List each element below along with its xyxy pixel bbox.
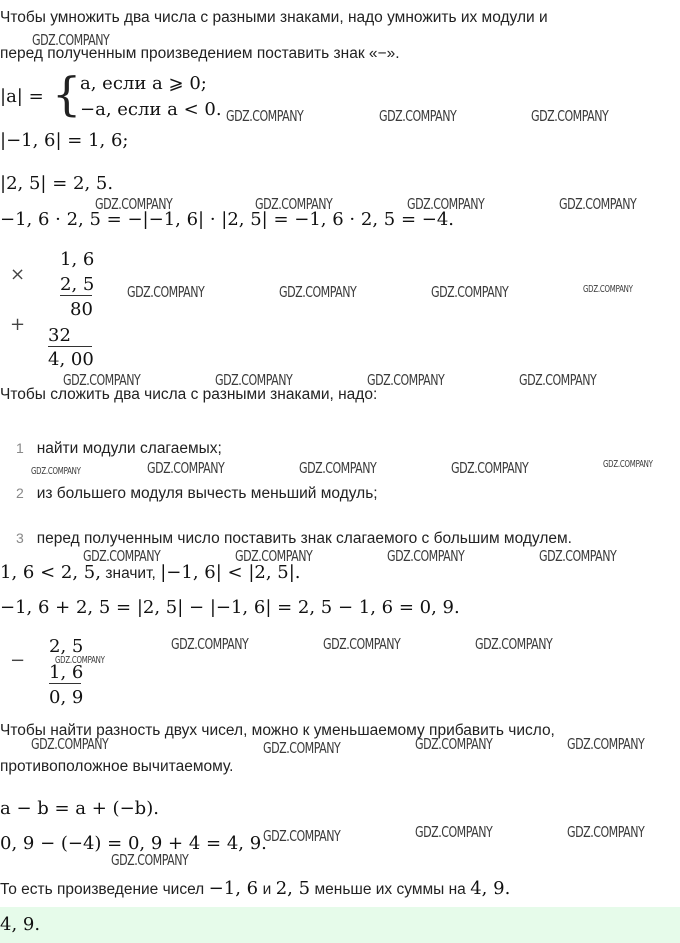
conclusion-post: меньше их суммы на <box>314 881 466 898</box>
conclusion <box>0 878 510 899</box>
conclusion-n1: −1, 6 <box>208 878 259 899</box>
watermark: GDZ.COMPANY <box>379 107 457 125</box>
brace-symbol: { <box>52 67 82 121</box>
product-equation: −1, 6 · 2, 5 = −|−1, 6| · |2, 5| = −1, 6 · 2, 5 = −4. <box>0 209 454 230</box>
sub-formula: a − b = a + (−b). <box>0 798 159 819</box>
watermark: GDZ.COMPANY <box>279 283 357 301</box>
watermark: GDZ.COMPANY <box>31 735 109 753</box>
watermark: GDZ.COMPANY <box>255 195 333 213</box>
mult-partial-1: 80 <box>70 299 93 320</box>
compare-rhs: |−1, 6| < |2, 5|. <box>160 562 301 583</box>
sum-equation: −1, 6 + 2, 5 = |2, 5| − |−1, 6| = 2, 5 − 1, 6 = 0, 9. <box>0 597 460 618</box>
watermark: GDZ.COMPANY <box>475 635 553 653</box>
watermark: GDZ.COMPANY <box>451 459 529 477</box>
watermark: GDZ.COMPANY <box>531 107 609 125</box>
rule-add-intro: Чтобы сложить два числа с разными знаками, надо: <box>0 386 378 403</box>
watermark: GDZ.COMPANY <box>407 195 485 213</box>
list-item-number: 1 <box>16 440 24 456</box>
abs-def-lhs: |a| = <box>0 86 44 107</box>
watermark: GDZ.COMPANY <box>83 547 161 565</box>
answer-value: 4, 9. <box>0 914 41 935</box>
abs-eq-2: |2, 5| = 2, 5. <box>0 173 114 194</box>
conclusion-pre: То есть произведение чисел <box>0 881 205 898</box>
watermark: GDZ.COMPANY <box>519 371 597 389</box>
abs-def-case2: −a, если a < 0. <box>80 99 222 120</box>
compare-lhs: 1, 6 < 2, 5, <box>0 562 101 583</box>
compare-word: значит, <box>105 565 156 582</box>
mult-partial-2: 32 <box>48 325 92 347</box>
sub-operand-b: 1, 6 <box>49 662 84 683</box>
watermark: GDZ.COMPANY <box>387 547 465 565</box>
list-item <box>16 530 572 548</box>
list-item-text: перед полученным число поставить знак слагаемого с большим модулем. <box>36 530 572 547</box>
compare-line <box>0 562 301 583</box>
watermark: GDZ.COMPANY <box>567 735 645 753</box>
watermark: GDZ.COMPANY <box>95 195 173 213</box>
watermark: GDZ.COMPANY <box>263 739 341 757</box>
list-item-number: 3 <box>16 530 24 546</box>
conclusion-n3: 4, 9. <box>470 878 511 899</box>
watermark: GDZ.COMPANY <box>431 283 509 301</box>
rule-sub-line2: противоположное вычитаемому. <box>0 758 234 775</box>
watermark: GDZ.COMPANY <box>226 107 304 125</box>
list-item-number: 2 <box>16 485 24 501</box>
watermark: GDZ.COMPANY <box>603 459 653 470</box>
watermark: GDZ.COMPANY <box>127 283 205 301</box>
list-item <box>16 440 222 458</box>
abs-def-case1: a, если a ⩾ 0; <box>80 73 207 94</box>
mult-result: 4, 00 <box>48 349 94 370</box>
watermark: GDZ.COMPANY <box>32 31 110 49</box>
watermark: GDZ.COMPANY <box>583 284 633 295</box>
mult-operand-a: 1, 6 <box>60 249 95 270</box>
times-sign: × <box>10 264 26 285</box>
watermark: GDZ.COMPANY <box>147 459 225 477</box>
list-item-text: из большего модуля вычесть меньший модуль; <box>36 485 378 502</box>
list-item <box>16 485 378 503</box>
watermark: GDZ.COMPANY <box>299 459 377 477</box>
minus-sign: − <box>10 650 26 671</box>
answer-box <box>0 907 680 943</box>
difference-equation: 0, 9 − (−4) = 0, 9 + 4 = 4, 9. <box>0 833 267 854</box>
plus-sign: + <box>10 314 26 335</box>
watermark: GDZ.COMPANY <box>367 371 445 389</box>
rule-mult-line1: Чтобы умножить два числа с разными знаками, надо умножить их модули и <box>0 9 548 26</box>
watermark: GDZ.COMPANY <box>111 851 189 869</box>
watermark: GDZ.COMPANY <box>323 635 401 653</box>
watermark: GDZ.COMPANY <box>415 823 493 841</box>
mult-operand-b: 2, 5 <box>60 274 95 295</box>
watermark: GDZ.COMPANY <box>539 547 617 565</box>
watermark: GDZ.COMPANY <box>171 635 249 653</box>
sub-operand-a: 2, 5 <box>49 636 84 657</box>
watermark: GDZ.COMPANY <box>63 371 141 389</box>
watermark: GDZ.COMPANY <box>31 466 81 477</box>
abs-eq-1: |−1, 6| = 1, 6; <box>0 130 129 151</box>
conclusion-n2: 2, 5 <box>275 878 311 899</box>
list-item-text: найти модули слагаемых; <box>36 440 222 457</box>
rule-sub-line1: Чтобы найти разность двух чисел, можно к уменьшаемому прибавить число, <box>0 722 555 739</box>
conclusion-and: и <box>262 881 272 898</box>
watermark: GDZ.COMPANY <box>263 827 341 845</box>
rule-mult-line2: перед полученным произведением поставить знак «−». <box>0 45 400 62</box>
watermark: GDZ.COMPANY <box>215 371 293 389</box>
sub-result: 0, 9 <box>49 687 84 708</box>
watermark: GDZ.COMPANY <box>559 195 637 213</box>
watermark: GDZ.COMPANY <box>235 547 313 565</box>
watermark: GDZ.COMPANY <box>55 655 105 666</box>
watermark: GDZ.COMPANY <box>415 735 493 753</box>
watermark: GDZ.COMPANY <box>567 823 645 841</box>
